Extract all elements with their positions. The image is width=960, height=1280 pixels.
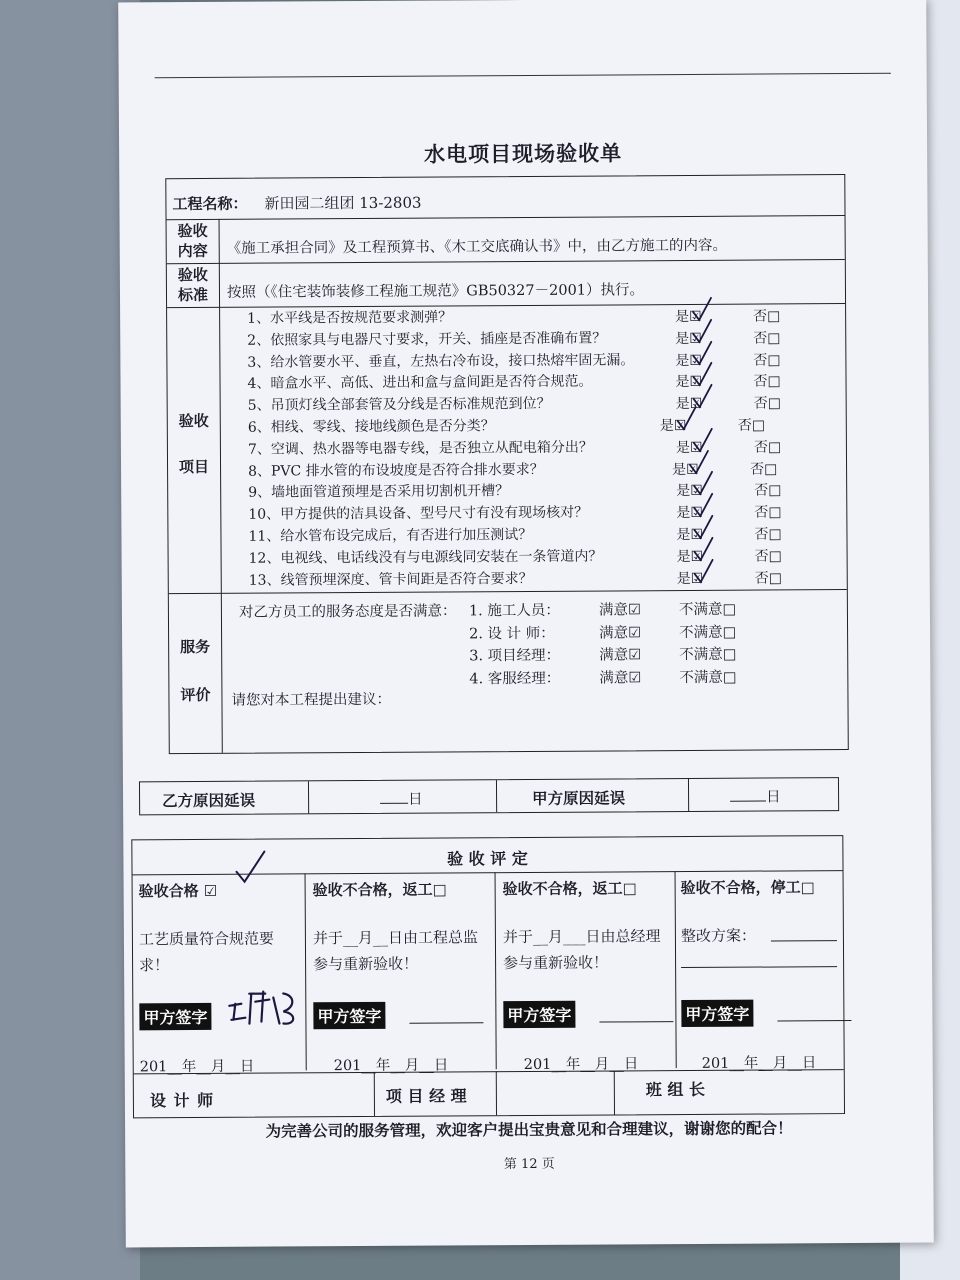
content-text: 《施工承担合同》及工程预算书、《木工交底确认书》中，由乙方施工的内容。 xyxy=(226,237,728,257)
checklist-no[interactable]: 否□ xyxy=(737,417,766,434)
checklist-yes[interactable]: 是☑ xyxy=(675,330,702,347)
party-b-delay-label: 乙方原因延误 xyxy=(162,791,256,811)
signature-date: 201__年__月__日 xyxy=(333,1057,449,1075)
checklist-item: 12、电视线、电话线没有与电源线同安装在一条管道内？ xyxy=(248,548,603,567)
checklist-item: 1、水平线是否按规范要求测弹？ xyxy=(247,309,453,327)
delay-table xyxy=(139,777,839,815)
signature-line[interactable] xyxy=(599,1021,673,1022)
service-who: 4. 客服经理： xyxy=(469,670,561,687)
checklist-yes[interactable]: 是☑ xyxy=(676,505,703,522)
project-label: 工程名称： xyxy=(172,194,248,214)
checklist-no[interactable]: 否□ xyxy=(753,330,781,347)
standard-label: 验收 标准 xyxy=(177,265,209,305)
evaluation-body: 整改方案： xyxy=(680,926,756,946)
checklist-no[interactable]: 否□ xyxy=(754,482,782,499)
signature-label: 甲方签字 xyxy=(503,1001,575,1028)
service-sat[interactable]: 满意☑ xyxy=(599,669,642,687)
evaluation-table xyxy=(131,835,845,1118)
handwritten-check-mark xyxy=(693,557,715,583)
service-sat[interactable]: 满意☑ xyxy=(599,624,642,642)
service-label-1: 服务 xyxy=(180,637,211,657)
service-unsat[interactable]: 不满意□ xyxy=(678,601,737,619)
signature-label: 甲方签字 xyxy=(139,1003,211,1030)
page-number: 第 12 页 xyxy=(503,1156,555,1173)
page-title: 水电项目现场验收单 xyxy=(424,141,623,167)
checklist-yes[interactable]: 是☑ xyxy=(675,352,703,369)
project-value: 新田园二组团 13-2803 xyxy=(264,193,422,213)
signature-label: 甲方签字 xyxy=(681,1000,753,1027)
service-label-2: 评价 xyxy=(180,685,211,705)
checklist-no[interactable]: 否□ xyxy=(753,439,782,456)
checklist-item: 13、线管预埋深度、管卡间距是否符合要求？ xyxy=(248,570,533,589)
checklist-item: 6、相线、零线、接地线颜色是否分类？ xyxy=(247,418,495,436)
checklist-yes[interactable]: 是☑ xyxy=(676,548,704,565)
standard-text: 按照（《住宅装饰装修工程施工规范》GB50327－2001）执行。 xyxy=(226,282,645,301)
party-a-delay-label: 甲方原因延误 xyxy=(532,789,626,808)
checklist-yes[interactable]: 是☑ xyxy=(676,570,704,587)
plan-line[interactable] xyxy=(681,966,837,968)
checklist-item: 8、PVC 排水管的布设坡度是否符合排水要求？ xyxy=(248,461,544,480)
signature-line[interactable] xyxy=(409,1022,483,1023)
checklist-yes[interactable]: 是☑ xyxy=(672,461,699,478)
signature-date: 201__年__月__日 xyxy=(139,1058,255,1076)
evaluation-title[interactable]: 验收不合格，返工□ xyxy=(502,879,637,899)
checklist-no[interactable]: 否□ xyxy=(753,352,781,369)
service-suggest: 请您对本工程提出建议： xyxy=(231,691,392,709)
service-unsat[interactable]: 不满意□ xyxy=(679,624,737,641)
checklist-no[interactable]: 否□ xyxy=(754,504,782,521)
checklist-item: 2、依照家具与电器尺寸要求，开关、插座是否准确布置？ xyxy=(247,330,607,349)
service-who: 3. 项目经理： xyxy=(469,647,561,665)
evaluation-header: 验 收 评 定 xyxy=(447,848,528,869)
checklist-item: 11、给水管布设完成后，有否进行加压测试？ xyxy=(248,526,533,545)
checklist-item: 9、墙地面管道预埋是否采用切割机开槽？ xyxy=(248,483,510,502)
pm-label: 项 目 经 理 xyxy=(385,1086,467,1106)
evaluation-body: 并于__月__日由工程总监参与重新验收！ xyxy=(312,928,478,974)
checklist-no[interactable]: 否□ xyxy=(753,373,781,390)
acceptance-table xyxy=(165,174,849,754)
signature-label: 甲方签字 xyxy=(313,1002,385,1029)
items-label-1: 验收 xyxy=(178,411,209,431)
footer-note: 为完善公司的服务管理，欢迎客户提出宝贵意见和合理建议，谢谢您的配合！ xyxy=(265,1119,793,1141)
checklist-no[interactable]: 否□ xyxy=(754,570,783,587)
service-sat[interactable]: 满意☑ xyxy=(599,647,642,664)
service-unsat[interactable]: 不满意□ xyxy=(679,646,737,664)
service-sat[interactable]: 满意☑ xyxy=(598,602,641,619)
party-b-delay-days: 日 xyxy=(380,788,423,809)
check-mark-pass xyxy=(232,848,268,888)
evaluation-title[interactable]: 验收不合格，停工□ xyxy=(680,878,815,898)
handwritten-signature xyxy=(225,983,305,1027)
signature-line[interactable] xyxy=(777,1020,851,1021)
service-unsat[interactable]: 不满意□ xyxy=(679,669,737,686)
checklist-yes[interactable]: 是☑ xyxy=(675,308,702,326)
evaluation-body: 工艺质量符合规范要求！ xyxy=(138,929,274,975)
service-who: 2. 设 计 师： xyxy=(469,625,555,642)
checklist-no[interactable]: 否□ xyxy=(754,526,782,543)
checklist-no[interactable]: 否□ xyxy=(753,395,781,412)
evaluation-title[interactable]: 验收不合格，返工□ xyxy=(312,880,447,900)
checklist-item: 4、暗盒水平、高低、进出和盒与盒间距是否符合规范。 xyxy=(247,373,593,393)
checklist-yes[interactable]: 是☑ xyxy=(676,483,703,500)
checklist-yes[interactable]: 是☑ xyxy=(675,439,703,456)
checklist-item: 10、甲方提供的洁具设备、型号尺寸有没有现场核对？ xyxy=(248,504,589,523)
checklist-yes[interactable]: 是☑ xyxy=(676,526,704,544)
checklist-yes[interactable]: 是☑ xyxy=(659,418,687,435)
checklist-item: 7、空调、热水器等电器专线，是否独立从配电箱分出？ xyxy=(247,439,593,458)
checklist-item: 3、给水管要水平、垂直，左热右冷布设，接口热熔牢固无漏。 xyxy=(247,351,635,371)
document-page xyxy=(118,0,934,1247)
checklist-no[interactable]: 否□ xyxy=(754,548,782,565)
top-rule xyxy=(155,73,891,78)
checklist-yes[interactable]: 是☑ xyxy=(675,374,703,391)
evaluation-title[interactable]: 验收合格 ☑ xyxy=(138,881,218,901)
items-label-2: 项目 xyxy=(178,457,210,477)
checklist-item: 5、吊顶灯线全部套管及分线是否标准规范到位？ xyxy=(247,396,551,414)
checklist-no[interactable]: 否□ xyxy=(750,461,778,478)
party-a-delay-days: 日 xyxy=(730,785,781,806)
team-lead-label: 班 组 长 xyxy=(645,1079,706,1100)
signature-date: 201__年__月__日 xyxy=(701,1055,817,1072)
designer-label: 设 计 师 xyxy=(149,1090,215,1111)
service-question: 对乙方员工的服务态度是否满意： xyxy=(238,603,457,621)
content-label: 验收 内容 xyxy=(177,221,208,261)
checklist-no[interactable]: 否□ xyxy=(753,308,781,325)
checklist-yes[interactable]: 是☑ xyxy=(675,396,703,413)
service-who: 1. 施工人员： xyxy=(468,602,560,620)
signature-date: 201__年__月__日 xyxy=(523,1056,639,1074)
evaluation-body: 并于__月___日由总经理参与重新验收！ xyxy=(502,927,661,973)
